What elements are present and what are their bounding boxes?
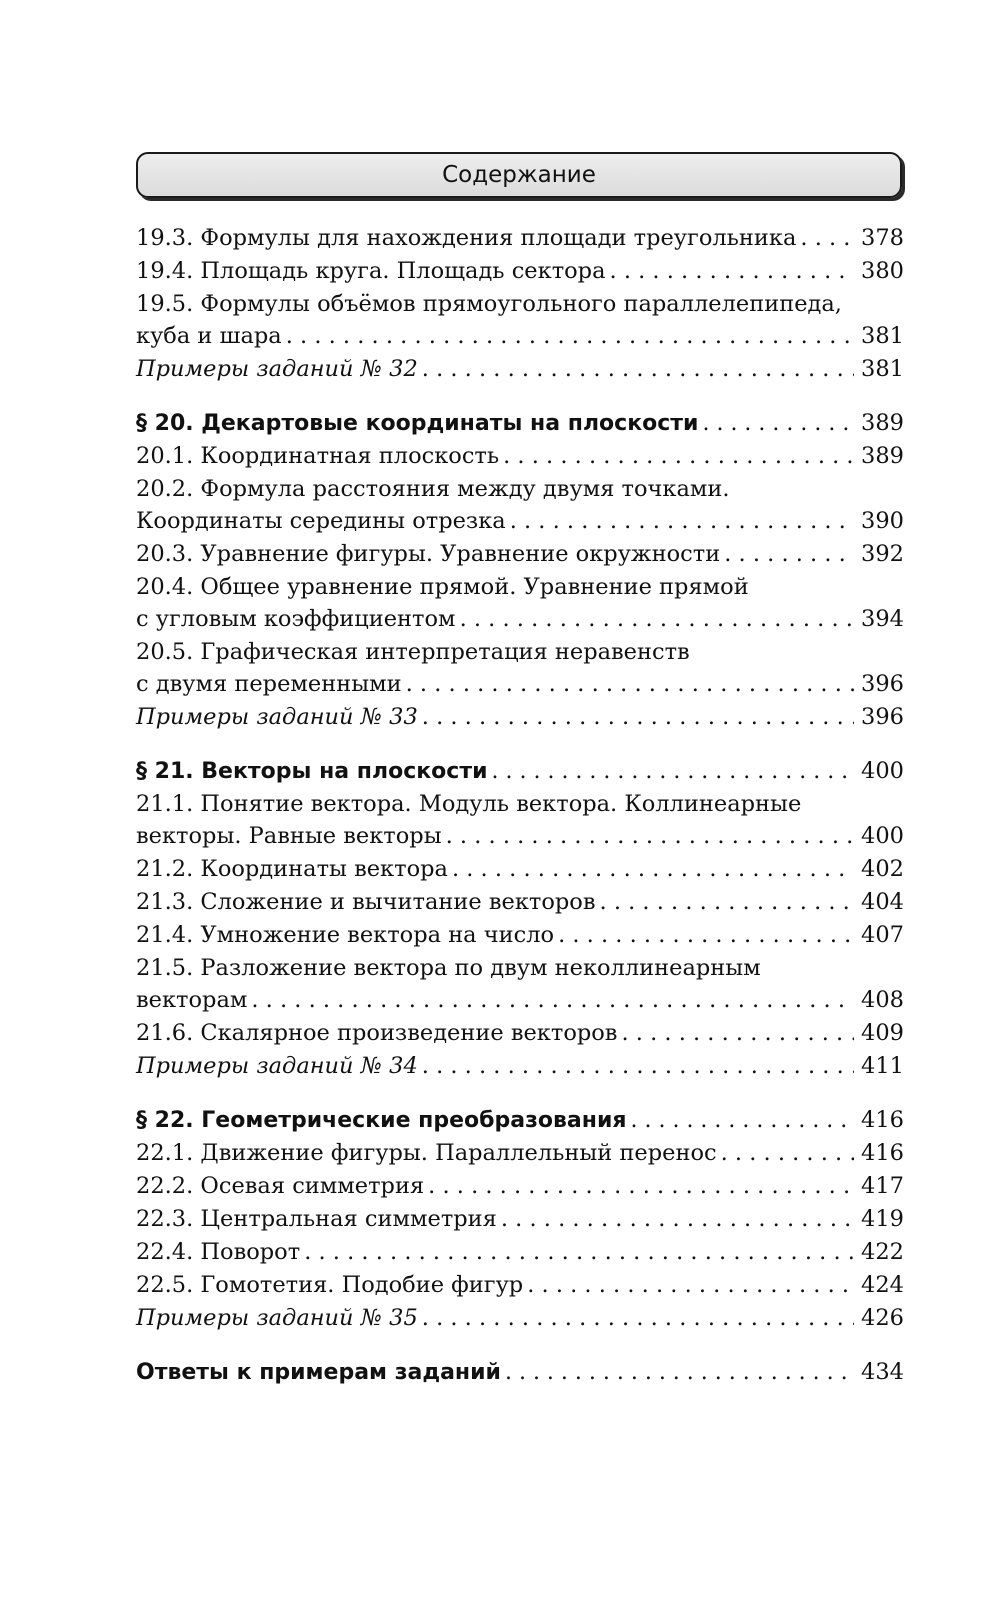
entry-title: 21.3. Сложение и вычитание векторов <box>136 889 596 915</box>
toc-line <box>136 1356 904 1389</box>
dot-leader <box>702 407 854 440</box>
dot-leader <box>304 1236 854 1269</box>
entry-title: § 20. Декартовые координаты на плоскости <box>136 411 699 436</box>
page-number: 407 <box>861 922 904 948</box>
toc-line <box>136 603 904 636</box>
entry-title: куба и шара <box>136 323 282 349</box>
toc-entry[interactable] <box>136 288 904 353</box>
toc-line <box>136 222 904 255</box>
toc-line <box>136 505 904 538</box>
entry-title: 21.2. Координаты вектора <box>136 856 448 882</box>
entry-title: 21.5. Разложение вектора по двум неколлинеарным <box>136 955 761 981</box>
page-number: 400 <box>861 823 904 849</box>
page-header-title: Содержание <box>442 162 596 188</box>
toc-section-entry[interactable] <box>136 755 904 788</box>
toc-line <box>136 952 904 984</box>
toc-line <box>136 1302 904 1335</box>
toc-line <box>136 886 904 919</box>
group-spacer <box>136 1083 904 1104</box>
toc-entry[interactable] <box>136 919 904 952</box>
page-header <box>136 152 902 198</box>
page-number: 389 <box>861 410 904 436</box>
entry-title: Координаты середины отрезка <box>136 508 506 534</box>
dot-leader <box>251 984 854 1017</box>
entry-title: § 21. Векторы на плоскости <box>136 759 488 784</box>
page-number: 409 <box>861 1020 904 1046</box>
toc-entry[interactable] <box>136 538 904 571</box>
table-of-contents <box>136 222 904 1389</box>
entry-title: 22.2. Осевая симметрия <box>136 1173 425 1199</box>
dot-leader <box>422 701 854 734</box>
dot-leader <box>621 1017 854 1050</box>
toc-line <box>136 473 904 505</box>
entry-title: 20.5. Графическая интерпретация неравенств <box>136 639 690 665</box>
entry-title: Ответы к примерам заданий <box>136 1360 501 1385</box>
toc-examples-entry[interactable] <box>136 701 904 734</box>
entry-title: Примеры заданий № 34 <box>136 1053 418 1079</box>
toc-section-entry[interactable] <box>136 1356 904 1389</box>
toc-entry[interactable] <box>136 1017 904 1050</box>
dot-leader <box>460 603 854 636</box>
entry-title: векторы. Равные векторы <box>136 823 442 849</box>
page-number: 396 <box>861 704 904 730</box>
entry-title: 22.1. Движение фигуры. Параллельный перенос <box>136 1140 717 1166</box>
entry-title: Примеры заданий № 33 <box>136 704 418 730</box>
entry-title: Примеры заданий № 35 <box>136 1305 418 1331</box>
page-number: 411 <box>861 1053 904 1079</box>
group-spacer <box>136 1335 904 1356</box>
toc-entry[interactable] <box>136 1137 904 1170</box>
page-number: 416 <box>861 1140 904 1166</box>
toc-group <box>136 755 904 1083</box>
toc-line <box>136 353 904 386</box>
page-number: 404 <box>861 889 904 915</box>
dot-leader <box>558 919 854 952</box>
toc-examples-entry[interactable] <box>136 1302 904 1335</box>
page-number: 416 <box>861 1107 904 1133</box>
toc-group <box>136 1104 904 1335</box>
page-number: 378 <box>861 225 904 251</box>
page-number: 381 <box>861 323 904 349</box>
entry-title: векторам <box>136 987 248 1013</box>
dot-leader <box>600 886 854 919</box>
toc-line <box>136 1236 904 1269</box>
dot-leader <box>527 1269 854 1302</box>
toc-line <box>136 1203 904 1236</box>
dot-leader <box>428 1170 854 1203</box>
page-number: 402 <box>861 856 904 882</box>
page-number: 419 <box>861 1206 904 1232</box>
toc-line <box>136 255 904 288</box>
toc-entry[interactable] <box>136 1203 904 1236</box>
dot-leader <box>446 820 854 853</box>
toc-entry[interactable] <box>136 255 904 288</box>
entry-title: 19.5. Формулы объёмов прямоугольного параллелепипеда, <box>136 291 842 317</box>
toc-line <box>136 788 904 820</box>
dot-leader <box>422 1050 854 1083</box>
toc-line <box>136 288 904 320</box>
toc-examples-entry[interactable] <box>136 1050 904 1083</box>
dot-leader <box>505 1356 854 1389</box>
toc-line <box>136 1017 904 1050</box>
toc-line <box>136 755 904 788</box>
toc-line <box>136 571 904 603</box>
entry-title: 21.6. Скалярное произведение векторов <box>136 1020 618 1046</box>
page-number: 422 <box>861 1239 904 1265</box>
toc-entry[interactable] <box>136 571 904 636</box>
entry-title: 22.3. Центральная симметрия <box>136 1206 497 1232</box>
toc-examples-entry[interactable] <box>136 353 904 386</box>
toc-line <box>136 440 904 473</box>
entry-title: с угловым коэффициентом <box>136 606 456 632</box>
entry-title: 20.3. Уравнение фигуры. Уравнение окружности <box>136 541 721 567</box>
toc-group <box>136 407 904 734</box>
page-number: 390 <box>861 508 904 534</box>
toc-entry[interactable] <box>136 636 904 701</box>
dot-leader <box>721 1137 854 1170</box>
entry-title: 20.4. Общее уравнение прямой. Уравнение прямой <box>136 574 749 600</box>
toc-entry[interactable] <box>136 853 904 886</box>
entry-title: 21.1. Понятие вектора. Модуль вектора. Коллинеарные <box>136 791 802 817</box>
entry-title: 21.4. Умножение вектора на число <box>136 922 555 948</box>
page-number: 389 <box>861 443 904 469</box>
toc-group <box>136 222 904 386</box>
toc-entry[interactable] <box>136 1269 904 1302</box>
entry-title: 22.5. Гомотетия. Подобие фигур <box>136 1272 524 1298</box>
toc-line <box>136 1137 904 1170</box>
page-number: 392 <box>861 541 904 567</box>
dot-leader <box>286 320 854 353</box>
toc-entry[interactable] <box>136 952 904 1017</box>
toc-line <box>136 668 904 701</box>
page-number: 434 <box>861 1359 904 1385</box>
toc-line <box>136 538 904 571</box>
toc-line <box>136 820 904 853</box>
toc-section-entry[interactable] <box>136 1104 904 1137</box>
entry-title: 19.3. Формулы для нахождения площади треугольника <box>136 225 797 251</box>
toc-section-entry[interactable] <box>136 407 904 440</box>
toc-entry[interactable] <box>136 1170 904 1203</box>
page-number: 426 <box>861 1305 904 1331</box>
toc-line <box>136 320 904 353</box>
dot-leader <box>510 505 854 538</box>
toc-line <box>136 407 904 440</box>
page-number: 396 <box>861 671 904 697</box>
page-number: 394 <box>861 606 904 632</box>
entry-title: 22.4. Поворот <box>136 1239 301 1265</box>
entry-title: 20.2. Формула расстояния между двумя точками. <box>136 476 730 502</box>
toc-line <box>136 984 904 1017</box>
dot-leader <box>724 538 854 571</box>
dot-leader <box>422 353 854 386</box>
page-number: 381 <box>861 356 904 382</box>
toc-line <box>136 853 904 886</box>
toc-line <box>136 701 904 734</box>
entry-title: 19.4. Площадь круга. Площадь сектора <box>136 258 606 284</box>
dot-leader <box>406 668 854 701</box>
toc-line <box>136 919 904 952</box>
toc-line <box>136 636 904 668</box>
entry-title: Примеры заданий № 32 <box>136 356 418 382</box>
page-number: 400 <box>861 758 904 784</box>
toc-line <box>136 1170 904 1203</box>
page-number: 380 <box>861 258 904 284</box>
toc-line <box>136 1104 904 1137</box>
dot-leader <box>492 755 854 788</box>
entry-title: с двумя переменными <box>136 671 402 697</box>
toc-group <box>136 1356 904 1389</box>
toc-entry[interactable] <box>136 222 904 255</box>
entry-title: 20.1. Координатная плоскость <box>136 443 500 469</box>
toc-entry[interactable] <box>136 886 904 919</box>
page-number: 424 <box>861 1272 904 1298</box>
dot-leader <box>452 853 854 886</box>
group-spacer <box>136 734 904 755</box>
dot-leader <box>800 222 854 255</box>
page-number: 408 <box>861 987 904 1013</box>
toc-entry[interactable] <box>136 440 904 473</box>
dot-leader <box>631 1104 855 1137</box>
dot-leader <box>610 255 854 288</box>
toc-entry[interactable] <box>136 473 904 538</box>
group-spacer <box>136 386 904 407</box>
page-number: 417 <box>861 1173 904 1199</box>
toc-line <box>136 1269 904 1302</box>
toc-entry[interactable] <box>136 1236 904 1269</box>
dot-leader <box>503 440 854 473</box>
toc-line <box>136 1050 904 1083</box>
dot-leader <box>501 1203 854 1236</box>
toc-entry[interactable] <box>136 788 904 853</box>
dot-leader <box>422 1302 854 1335</box>
entry-title: § 22. Геометрические преобразования <box>136 1108 627 1133</box>
